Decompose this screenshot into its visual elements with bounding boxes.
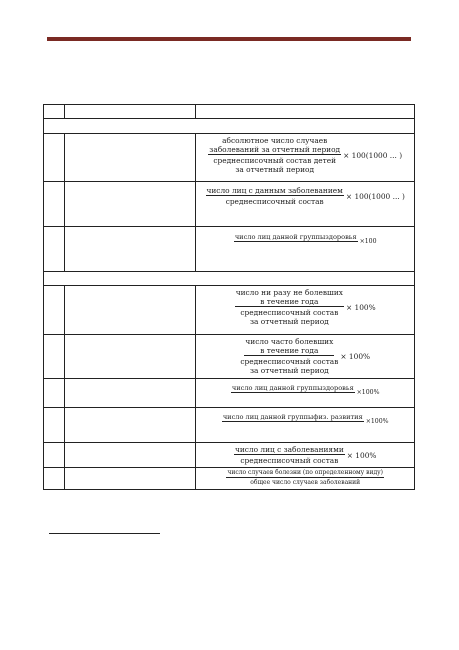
fraction bbox=[234, 445, 345, 465]
fraction bbox=[226, 469, 384, 487]
numerator-text: в течение года bbox=[260, 297, 319, 306]
fraction bbox=[235, 288, 344, 326]
multiplier: × 100% bbox=[345, 302, 376, 312]
denominator-text: среднесписочный состав детей bbox=[213, 156, 337, 165]
section-row bbox=[44, 272, 415, 286]
header-cell-num bbox=[44, 105, 65, 119]
denominator-text: за отчетный период bbox=[250, 366, 329, 375]
fraction bbox=[208, 136, 341, 174]
multiplier: ×100 bbox=[359, 238, 377, 245]
numerator-text: число лиц данной группыфиз. развития bbox=[222, 413, 363, 421]
denominator-text: среднесписочный состав bbox=[240, 456, 339, 465]
formula-cell bbox=[196, 286, 415, 335]
denominator-text: за отчетный период bbox=[235, 165, 315, 174]
multiplier: ×100% bbox=[356, 389, 380, 396]
section-cell bbox=[44, 119, 415, 134]
numerator-text: число лиц данной группыздоровья bbox=[231, 384, 354, 392]
multiplier: × 100(1000 ... ) bbox=[343, 150, 403, 160]
footnote-rule bbox=[49, 533, 160, 534]
numerator-text: число лиц данной группыздоровья bbox=[234, 233, 357, 241]
formula-cell bbox=[196, 443, 415, 468]
numerator-text: число ни разу не болевших bbox=[235, 288, 343, 297]
numerator-text: число часто болевших bbox=[245, 337, 334, 346]
formula-cell bbox=[196, 468, 415, 490]
fraction bbox=[222, 413, 364, 422]
table-row bbox=[44, 227, 415, 272]
numerator-text: заболеваний за отчетный период bbox=[209, 145, 341, 154]
formula-cell bbox=[196, 227, 415, 272]
indicators-table bbox=[43, 104, 415, 490]
denominator-text: среднесписочный состав bbox=[240, 357, 339, 366]
table-row bbox=[44, 443, 415, 468]
table-row bbox=[44, 134, 415, 182]
table-row bbox=[44, 408, 415, 443]
numerator-text: число лиц с данным заболеванием bbox=[206, 186, 343, 195]
fraction bbox=[231, 384, 355, 393]
table-row bbox=[44, 335, 415, 379]
formula-cell bbox=[196, 335, 415, 379]
section-cell bbox=[44, 272, 415, 286]
multiplier: × 100% bbox=[346, 450, 377, 460]
fraction bbox=[206, 186, 344, 206]
header-cell-name bbox=[65, 105, 196, 119]
numerator-text: число случаев болезни (по определенному виду) bbox=[227, 469, 384, 476]
table-row bbox=[44, 468, 415, 490]
table-header-row bbox=[44, 105, 415, 119]
denominator-text: общее число случаев заболеваний bbox=[250, 479, 361, 486]
formula-cell bbox=[196, 134, 415, 182]
table-row bbox=[44, 286, 415, 335]
fraction bbox=[240, 337, 338, 375]
numerator-text: число лиц с заболеваниями bbox=[234, 445, 344, 454]
multiplier: ×100% bbox=[365, 418, 389, 425]
fraction bbox=[234, 233, 358, 242]
formula-cell bbox=[196, 408, 415, 443]
numerator-text: абсолютное число случаев bbox=[222, 136, 328, 145]
denominator-text: среднесписочный состав bbox=[225, 197, 324, 206]
multiplier: × 100% bbox=[340, 351, 371, 361]
numerator-text: в течение года bbox=[260, 346, 319, 355]
table-row bbox=[44, 379, 415, 408]
denominator-text: за отчетный период bbox=[249, 317, 329, 326]
header-rule bbox=[47, 37, 411, 41]
formula-cell bbox=[196, 379, 415, 408]
multiplier: × 100(1000 ... ) bbox=[345, 191, 405, 201]
denominator-text: среднесписочный состав bbox=[240, 308, 339, 317]
table-row bbox=[44, 182, 415, 227]
header-cell-formula bbox=[196, 105, 415, 119]
section-row bbox=[44, 119, 415, 134]
formula-cell bbox=[196, 182, 415, 227]
